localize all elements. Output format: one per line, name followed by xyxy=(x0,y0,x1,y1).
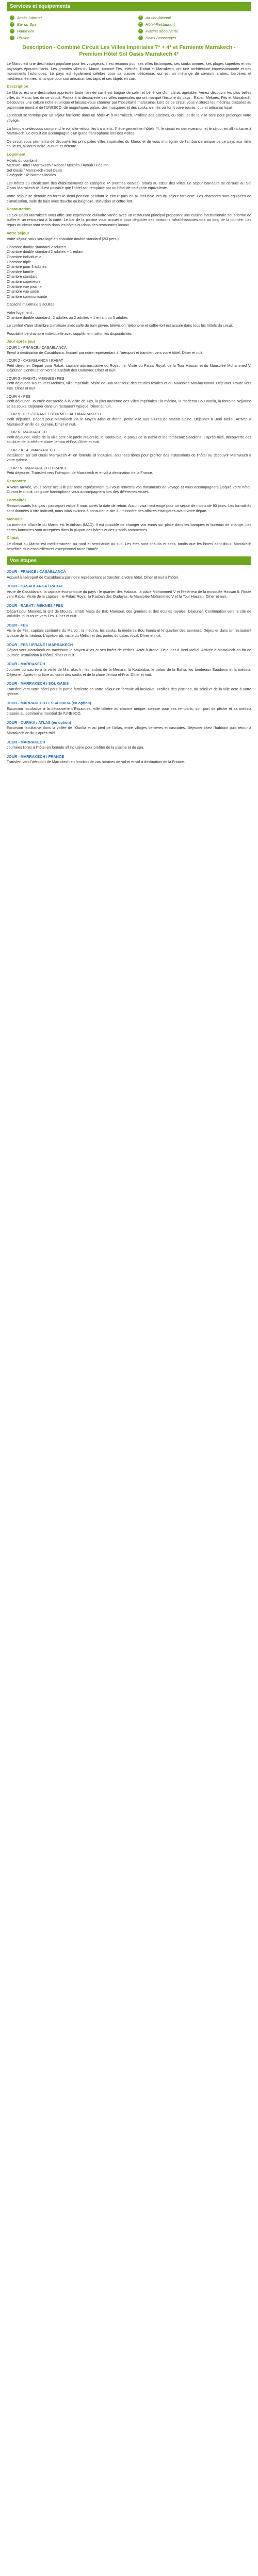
amenity-item xyxy=(138,28,249,35)
visit-text: Journée consacrée à la visite de Marrakech : les jardins de la Ménara, la Koutoubia, le palais de la Bahia, les tombeaux Saadiens et la médina. Déjeuner. Après-midi libre au cœur des souks et de la place Jemaa el-Fna. Dîner et nuit. xyxy=(7,667,251,677)
text-line: JOUR 15 - MARRAKECH / FRANCE xyxy=(7,465,68,470)
paragraph: Le Maroc est une destination appréciée toute l'année car il est baigné de soleil et bénéficie d'un climat agréable. Venez découvrir les plus belles villes du Maroc lors de ce circuit. Partez à la découverte des villes impériales qui ont marqué l'histoire du pays : Rabat, Meknès, Fès et Marrakech. Découvrez une culture riche et unique et laissez-vous charmer par l'hospitalité marocaine. Lors de ce circuit vous visiterez les médinas classées au patrimoine mondial de l'UNESCO, de magnifiques palais, des mosquées et des souks animés où l'on trouve épices, cuir et artisanat local. xyxy=(7,90,251,110)
text-line: Mercure Hôtel / Marrakech / Rabat / Meknès / Ayoub / Fès Inn xyxy=(7,163,109,168)
amenity-item xyxy=(138,14,249,21)
text-line: Chambre pour 3 adultes xyxy=(7,264,47,269)
section-heading: Climat xyxy=(7,535,19,540)
paragraph: Ce circuit vous permettra de découvrir les principales villes impériales du Maroc et de vous imprégner de l'ambiance unique de ce pays aux mille couleurs, alliant histoire, culture et détente. xyxy=(7,139,251,149)
amenity-item xyxy=(10,35,121,41)
amenity-label: Hammam xyxy=(17,28,34,33)
paragraph: Le climat au Maroc est méditerranéen au nord et semi-aride au sud. Les étés sont chauds et secs, tandis que les hivers sont doux. Marrakech bénéficie d'un ensoleillement exceptionnel toute l'année. xyxy=(7,541,251,551)
spa-icon: • xyxy=(10,29,14,33)
visit-title: JOUR - MARRAKECH / ESSAOUIRA (en option) xyxy=(7,700,91,705)
services-header: Services et équipements xyxy=(7,2,251,11)
visit-title: JOUR - CASABLANCA / RABAT xyxy=(7,584,63,589)
paragraph: Le Maroc est une destination populaire pour les voyageurs, il est reconnu pour ses villes historiques, ses souks animés, ses plages superbes et ses paysages époustouflants. Les grandes villes du Maroc, comme Fès, Meknès, Rabat et Marrakech, ont une architecture impressionnante et des monuments historiques. Le pays est également célèbre pour sa cuisine délicieuse, qui est un mélange de saveurs arabes, berbères et méditerranéennes, ainsi que pour son artisanat, ses tapis et ses objets en cuir. xyxy=(7,61,251,81)
paragraph: Petit déjeuner. Visite de la ville ocre : le jardin Majorelle, la Koutoubia, le palais de la Bahia et les tombeaux Saadiens. L'après-midi, découverte des souks et de la célèbre place Jemaa el-Fna. Dîner et nuit. xyxy=(7,434,251,445)
text-line: Votre séjour, vous sera logé en chambre double standard (2/3 pers.) xyxy=(7,236,119,242)
page xyxy=(0,2,258,765)
visit-title: JOUR - FES xyxy=(7,622,28,628)
visit-title: JOUR - MARRAKECH / FRANCE xyxy=(7,754,64,759)
text-line: Catégorie : 4* Normes locales xyxy=(7,173,56,178)
text-line: JOUR 4 - FES xyxy=(7,394,30,399)
text-line: JOUR 2 - CASABLANCA / RABAT xyxy=(7,358,63,363)
paragraph: La formule ci-dessous comprend le vol aller-retour, les transferts, l'hébergement en hôtels 4*, le circuit en demi-pension et le séjour en all inclusive à Marrakech. Le circuit est accompagné d'un guide francophone lors des visites. xyxy=(7,126,251,136)
amenities-grid xyxy=(7,14,251,41)
paragraph: Le circuit se termine par un séjour farniente dans un hôtel 4* à Marrakech. Profitez des piscines, du soleil et de la ville ocre pour prolonger votre voyage. xyxy=(7,113,251,123)
amenities-right xyxy=(138,14,249,41)
visit-title: JOUR - OURIKA / ATLAS (en option) xyxy=(7,720,71,725)
paragraph: À votre arrivée, vous serez accueilli par notre représentant qui vous remettra vos documents de voyage et vous accompagnera jusqu'à votre hôtel. Durant le circuit, un guide francophone vous accompagnera lors des différentes visites. xyxy=(7,484,251,495)
amenity-label: Hôtel-Restaurant xyxy=(146,22,175,27)
text-line: Capacité maximale 3 adultes. xyxy=(7,302,56,307)
visit-title: JOUR - RABAT / MEKNES / FES xyxy=(7,603,63,608)
paragraph: Possibilité de chambre individuelle avec supplément, selon les disponibilités. xyxy=(7,331,133,336)
text-line: Chambre standard xyxy=(7,274,38,279)
paragraph: Le confort d'une chambre climatisée avec salle de bain privée, télévision, téléphone et coffre-fort est assuré dans tous les hôtels du circuit. xyxy=(7,323,234,328)
text-line: Sol Oasis / Marrakech / Sol Oasis xyxy=(7,167,62,173)
text-line: Votre logement : xyxy=(7,310,34,315)
amenity-item xyxy=(10,28,121,35)
paragraph: La monnaie officielle du Maroc est le dirham (MAD). Il est possible de changer vos euros sur place dans les banques et bureaux de change. Les cartes bancaires sont acceptées dans la plupart des hôtels et des grands commerces. xyxy=(7,522,251,532)
text-line: Chambre double standard : 2 adultes ou 2 adultes + 1 enfant ou 3 adultes xyxy=(7,315,128,320)
section-heading: Logement xyxy=(7,151,26,157)
paragraph: Petit déjeuner. Départ pour Marrakech via le Moyen Atlas et Ifrane, petite ville aux allures de station alpine. Déjeuner à Beni Mellal. Arrivée à Marrakech en fin de journée. Dîner et nuit. xyxy=(7,417,251,427)
visits-header: Vos étapes xyxy=(7,556,251,565)
amenity-label: Bar du Spa xyxy=(17,22,37,27)
paragraph: Installation au Sol Oasis Marrakech 4* en formule all inclusive. Journées libres pour profiter des installations de l'hôtel ou découvrir Marrakech à votre rythme. xyxy=(7,452,251,463)
text-line: JOUR 5 - FES / IFRANE / BENI MELLAL / MARRAKECH xyxy=(7,412,101,417)
visits-list xyxy=(7,569,251,765)
visit-title: JOUR - FRANCE / CASABLANCA xyxy=(7,569,66,574)
section-heading: Rencontre xyxy=(7,478,26,483)
amenity-label: Piscine xyxy=(17,35,30,40)
visit-title: JOUR - MARRAKECH xyxy=(7,662,45,667)
visit-text: Départ vers Marrakech en traversant le Moyen Atlas et ses forêts de cèdres. Arrêt à Ifrane. Déjeuner à Beni Mellal. Arrivée à Marrakech en fin de journée. Installation à l'hôtel, dîner et nuit. xyxy=(7,648,251,657)
restaurant-icon: • xyxy=(138,22,143,27)
amenity-label: Piscine découverte xyxy=(146,28,179,33)
text-line: Chambre famille xyxy=(7,269,34,274)
visit-text: Transfert vers l'aéroport de Marrakech en fonction de vos horaires de vol et envol à destination de la France. xyxy=(7,759,185,765)
bed-icon: • xyxy=(10,15,14,20)
amenity-item xyxy=(138,21,249,28)
section-heading: Votre séjour xyxy=(7,230,29,235)
visit-text: Excursion facultative à la découverte d'Essaouira, ville côtière au charme unique, connue pour ses remparts, son port de pêche et sa médina classée au patrimoine mondial de l'UNESCO. xyxy=(7,706,251,716)
paragraph: Envol à destination de Casablanca. Accueil par notre représentant à l'aéroport et transfert vers votre hôtel. Dîner et nuit. xyxy=(7,350,203,355)
text-line: Hôtels du combiné : xyxy=(7,158,40,163)
visit-title: JOUR - FES / IFRANE / MARRAKECH xyxy=(7,642,73,647)
visit-text: Accueil à l'aéroport de Casablanca par notre représentant et transfert à votre hôtel. Dîner et nuit à l'hôtel. xyxy=(7,574,179,580)
paragraph: Petit déjeuner. Journée consacrée à la visite de Fès, la plus ancienne des villes impériales : la médina, la medersa Bou Inania, la fontaine Nejjarine et les souks. Déjeuner dans un restaurant typique. Dîner et nuit. xyxy=(7,399,251,409)
pool-icon: • xyxy=(138,29,143,33)
text-line: JOUR 3 - RABAT / MEKNES / FES xyxy=(7,376,64,381)
paragraph: Petit déjeuner. Transfert vers l'aéroport de Marrakech et envol à destination de la France. xyxy=(7,470,153,476)
text-line: Chambre individuelle xyxy=(7,255,42,259)
text-line: Chambre double standard 2 adultes xyxy=(7,244,66,249)
text-line: Chambre supérieure xyxy=(7,279,41,284)
page-title: Description - Combiné Circuit Les Villes Impériales 7* + 4* et Farniente Marrakech - Premium Hôtel Sol Oasis Marrakech 4* xyxy=(22,44,236,57)
section-heading: Formalités xyxy=(7,497,27,502)
paragraph: Votre séjour se déroule en formule demi-pension pendant le circuit puis en all inclusive lors du séjour farniente. Les chambres sont équipées de climatisation, salle de bain avec douche ou baignoire, télévision et coffre-fort. xyxy=(7,194,251,204)
hands-icon: • xyxy=(138,36,143,40)
visit-title: JOUR - MARRAKECH xyxy=(7,739,45,744)
amenity-label: Accès Internet xyxy=(17,15,42,20)
text-line: Chambre vue jardin xyxy=(7,289,39,294)
visit-text: Visite de Fès, capitale spirituelle du Maroc : la médina, les souks, la medersa Bou Inania et le quartier des tanneurs. Déjeuner dans un restaurant typique de la médina. L'après-midi, visite du Mellah et des portes du palais royal. Dîner et nuit. xyxy=(7,628,251,638)
amenity-item xyxy=(10,14,121,21)
visit-text: Visite de Casablanca, la capitale économique du pays : le quartier des Habous, la place Mohammed V et l'extérieur de la mosquée Hassan II. Route vers Rabat. Visite de la capitale : le Palais Royal, la Kasbah des Oudayas, le Mausolée Mohammed V et la Tour Hassan. Dîner et nuit. xyxy=(7,589,251,599)
wine-icon: • xyxy=(10,22,14,27)
amenity-label: Soins / massages xyxy=(146,35,176,40)
visit-text: Transfert vers votre hôtel pour la partie farniente de votre séjour en formule all inclusive. Profitez des piscines, du soleil et de la ville ocre à votre rythme. xyxy=(7,686,251,697)
pool-icon: • xyxy=(10,36,14,40)
visit-text: Excursion facultative dans la vallée de l'Ourika et au pied de l'Atlas, entre villages berbères et cascades. Déjeuner chez l'habitant puis retour à Marrakech en fin d'après-midi. xyxy=(7,725,251,735)
amenities-left xyxy=(10,14,121,41)
text-line: JOUR 1 - FRANCE / CASABLANCA xyxy=(7,345,67,350)
text-line: JOUR 6 - MARRAKECH xyxy=(7,430,47,435)
text-line: Chambre triple xyxy=(7,259,31,264)
visit-title: JOUR - MARRAKECH / SOL OASIS xyxy=(7,681,69,686)
paragraph: Le Sol Oasis Marrakech vous offre une expérience culinaire variée avec un restaurant principal proposant une cuisine internationale sous forme de buffet et un restaurant à la carte. Le bar de la piscine vous accueille pour déguster des boissons rafraîchissantes tout au long de la journée. Les repas du circuit sont servis dans les hôtels ou dans des restaurants locaux. xyxy=(7,212,251,228)
description-body xyxy=(7,61,251,551)
amenity-item xyxy=(138,35,249,41)
amenity-item xyxy=(10,21,121,28)
section-heading: Jour après jour xyxy=(7,339,36,344)
amenity-label: Air conditionné xyxy=(146,15,171,20)
paragraph: Petit déjeuner. Départ pour Rabat, capitale administrative du Royaume. Visite du Palais Royal, de la Tour Hassan et du Mausolée Mohammed V. Déjeuner. Continuation vers la Kasbah des Oudayas. Dîner et nuit. xyxy=(7,363,251,373)
snowflake-icon: • xyxy=(138,15,143,20)
visit-text: Départ pour Meknès, la cité de Moulay Ismaïl. Visite de Bab Mansour, des greniers et des écuries royales. Déjeuner. Continuation vers le site de Volubilis, puis route vers Fès. Dîner et nuit. xyxy=(7,608,251,619)
text-line: Chambre vue piscine xyxy=(7,284,42,289)
paragraph: Ressortissants français : passeport valide 3 mois après la date de retour. Aucun visa n'est exigé pour un séjour de moins de 90 jours. Les formalités sont données à titre indicatif, nous vous invitons à consulter le site du ministère des affaires étrangères avant votre départ. xyxy=(7,503,251,513)
visit-text: Journées libres à l'hôtel en formule all inclusive pour profiter de la piscine et du spa. xyxy=(7,745,144,750)
section-heading: Description xyxy=(7,84,28,89)
paragraph: Petit déjeuner. Route vers Meknès, ville impériale. Visite de Bab Mansour, des écuries royales et du Mausolée Moulay Ismaïl. Déjeuner. Route vers Fès. Dîner et nuit. xyxy=(7,381,251,391)
paragraph: Les hôtels du circuit sont des établissements de catégorie 4* (normes locales), situés au cœur des villes. Le séjour balnéaire se déroule au Sol Oasis Marrakech 4*. Il est possible que l'hôtel soit remplacé par un hôtel de catégorie équivalente. xyxy=(7,180,251,191)
text-line: JOUR 7 à 14 - MARRAKECH xyxy=(7,448,55,452)
section-heading: Monnaie xyxy=(7,516,23,521)
text-line: Chambre double standard 2 adultes + 1 enfant xyxy=(7,249,84,255)
section-heading: Restauration xyxy=(7,207,31,212)
text-line: Chambre communicante xyxy=(7,294,47,299)
